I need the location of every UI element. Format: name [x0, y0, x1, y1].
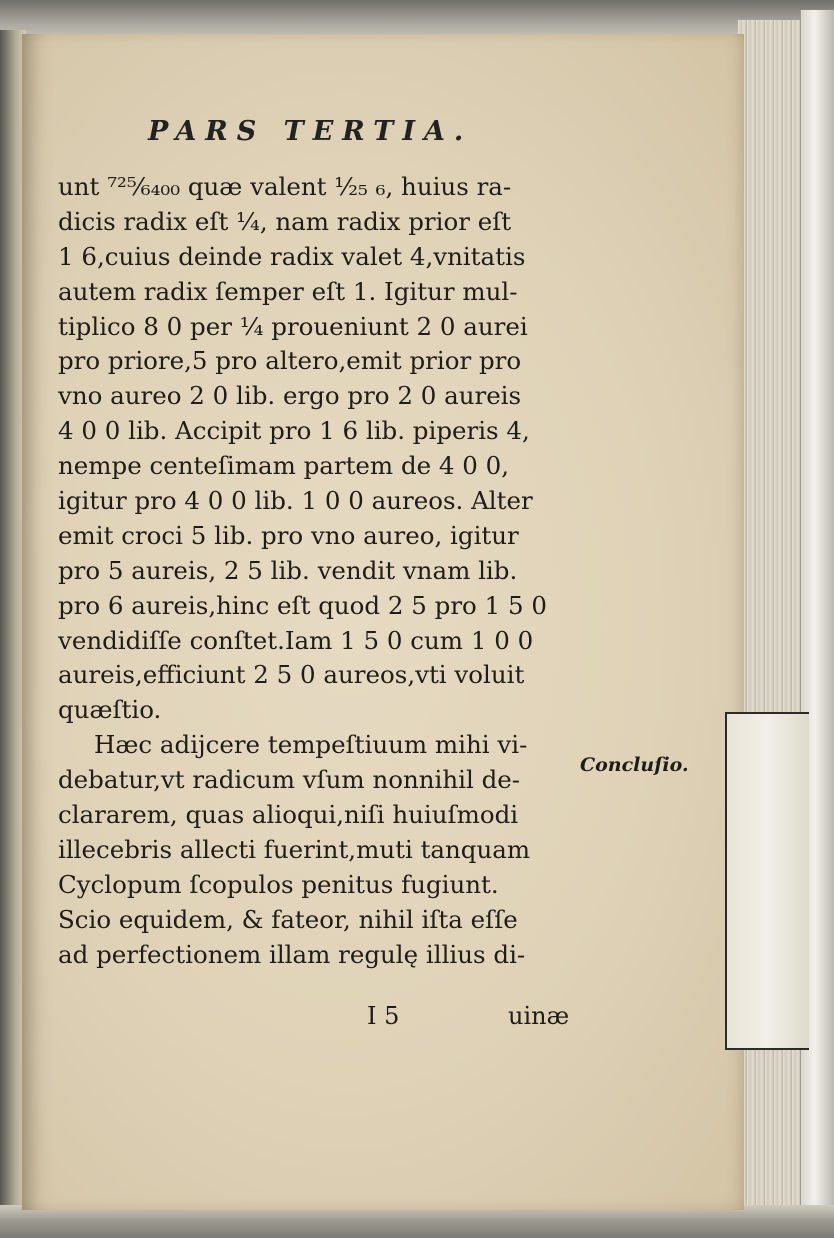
text-line: pro 5 aureis, 2 5 lib. vendit vnam lib.: [58, 555, 518, 585]
text-line: nempe centeſimam partem de 4 0 0,: [58, 451, 510, 481]
text-line: autem radix ſemper eſt 1. Igitur mul-: [58, 276, 518, 306]
signature-mark: I 5: [367, 1002, 400, 1030]
text-line: dicis radix eſt ¼, nam radix prior eſt: [58, 206, 512, 236]
running-head: PARS TERTIA.: [148, 116, 473, 147]
text-line: 1 6,cuius deinde radix valet 4,vnitatis: [58, 241, 526, 271]
text-line: pro 6 aureis,hinc eſt quod 2 5 pro 1 5 0: [58, 590, 547, 620]
text-line: unt ⁷²⁵⁄₆₄₀₀ quæ valent ¹⁄₂₅ ₆, huius ra-: [58, 172, 512, 201]
text-line: 4 0 0 lib. Accipit pro 1 6 lib. piperis 4,: [58, 416, 530, 446]
text-line: tiplico 8 0 per ¼ proueniunt 2 0 aurei: [58, 311, 528, 341]
text-line: igitur pro 4 0 0 lib. 1 0 0 aureos. Alter: [58, 486, 533, 516]
text-line: Cyclopum ſcopulos penitus fugiunt.: [58, 869, 499, 899]
catchword: uinæ: [508, 1002, 570, 1030]
bookmark-tab: [725, 712, 809, 1050]
text-line: Hæc adijcere tempeſtiuum mihi vi-: [94, 730, 528, 760]
page-body-text: [58, 170, 578, 972]
text-line: vno aureo 2 0 lib. ergo pro 2 0 aureis: [58, 381, 522, 411]
margin-note: Concluſio.: [580, 754, 689, 776]
text-line: pro priore,5 pro altero,emit prior pro: [58, 346, 522, 376]
text-line: debatur,vt radicum vſum nonnihil de-: [58, 765, 521, 795]
text-line: ad perfectionem illam regulę illius di-: [58, 939, 526, 969]
text-line: vendidiſſe conſtet.Iam 1 5 0 cum 1 0 0: [58, 625, 534, 655]
text-line: emit croci 5 lib. pro vno aureo, igitur: [58, 520, 519, 550]
text-line: Scio equidem, & fateor, nihil iſta eſſe: [58, 904, 518, 934]
text-line: aureis,efficiunt 2 5 0 aureos,vti voluit: [58, 660, 525, 690]
text-line: quæſtio.: [58, 695, 162, 725]
text-line: clararem, quas alioqui,niſi huiuſmodi: [58, 800, 519, 830]
text-line: illecebris allecti fuerint,muti tanquam: [58, 834, 531, 864]
